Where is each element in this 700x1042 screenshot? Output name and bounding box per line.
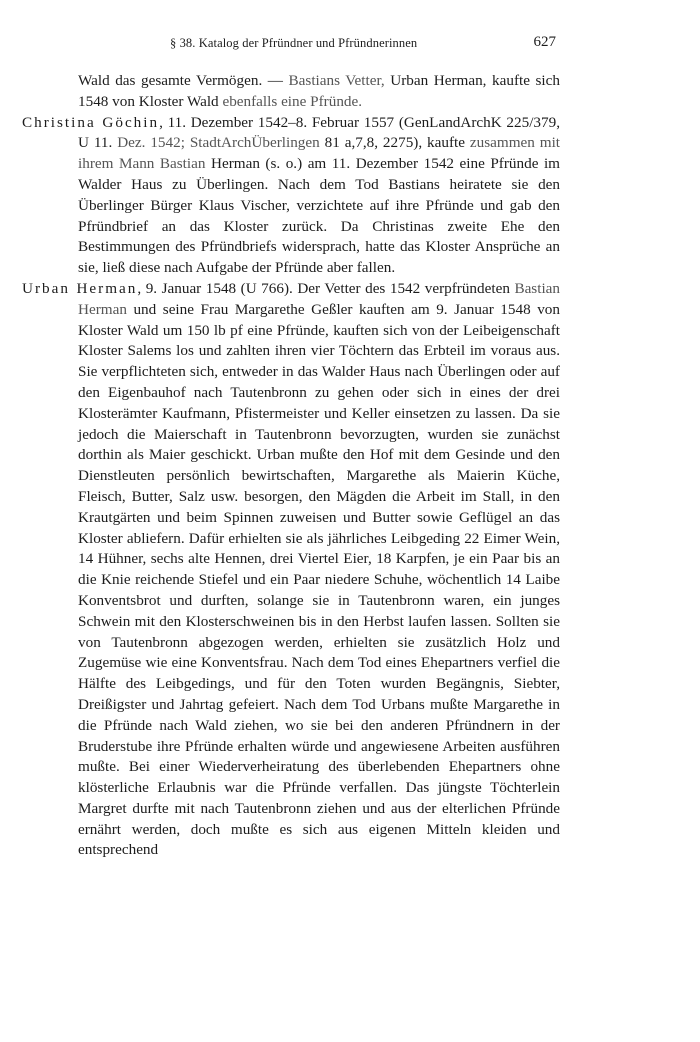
- entry-urban-herman: [22, 279, 560, 861]
- entry-text-highlight: zusammen mit ihrem Mann Bastian: [78, 134, 561, 173]
- page-number: 627: [533, 34, 556, 50]
- entry-text: 81 a,7,8, 2275), kaufte: [319, 134, 470, 152]
- entry-text: Herman (s. o.) am 11. Dezember 1542 eine Pfründe im Walder Haus zu Überlingen. Nach dem Tod Bastians heiratete sie den Überlinger Bürger Klaus Vischer, verzichtete auf ihre Pfründe und gab den Pfründbrief an das Kloster zurück. Da Christinas zweite Ehe den Bestimmungen des Pfründbriefs widersprach, hatte das Kloster Ansprüche an sie, ließ diese nach Aufgabe der Pfründe aber fallen.: [78, 155, 560, 277]
- entry-text-highlight: Dez. 1542; StadtArchÜberlingen: [117, 134, 320, 152]
- entry-text: , 9. Januar 1548 (U 766). Der Vetter des 1542 verpfründeten: [137, 279, 515, 297]
- catalog-text: [22, 71, 560, 861]
- entry-text: und seine Frau Margarethe Geßler kauften am 9. Januar 1548 von Kloster Wald um 150 lb pf eine Pfründe, kauften sich von der Leibeigenschaft Kloster Salems los und zahlten ihren vier Töchtern das Erbteil im voraus aus. Sie verpflichteten sich, entweder in das Walder Haus nach Überlingen oder auf den Eigenbauhof nach Tautenbronn zu gehen oder sich in eines der drei Klosterämter Kaufmann, Pfistermeister und Keller einsetzen zu lassen. Da sie jedoch die Maierschaft in Tautenbronn bevorzugten, wurden sie zunächst dorthin als Maier geschickt. Urban mußte den Hof mit dem Gesinde und den Dienstleuten persönlich bewirtschaften, Margarethe als Maierin Küche, Fleisch, Butter, Salz usw. besorgen, den Mägden die Arbeit im Stall, in den Krautgärten und beim Spinnen zuweisen und Butter sowie Geflügel an das Kloster abliefern. Dafür erhielten sie als jährliches Leibgeding 22 Eimer Wein, 14 Hühner, sechs alte Hennen, drei Viertel Eier, 18 Karpfen, je ein Paar bis an die Knie reichende Stiefel und ein Paar niedere Schuhe, wöchentlich 14 Laibe Konventsbrot und durften, solange sie in Tautenbronn waren, ein junges Schwein mit den Klosterschweinen bis in den Herbst laufen lassen. Sollten sie von Tautenbronn abgezogen werden, erhielten sie zusätzlich Holz und Zugemüse wie eine Konventsfrau. Nach dem Tod eines Ehepartners verfiel die Hälfte des Leibgedings, und für den Toten wurden Begängnis, Siebter, Dreißigster und Jahrtag gefeiert. Nach dem Tod Urbans mußte Margarethe in die Pfründe nach Wald ziehen, wo sie bei den anderen Pfründnern in der Bruderstube ihre Pfründe erhalten würde und angewiesene Arbeiten ausführen mußte. Bei einer Wiederverheiratung des überlebenden Ehepartners ohne klösterliche Erlaubnis war die Pfründe verfallen. Das jüngste Töchterlein Margret durfte mit nach Tautenbronn ziehen und aus der elterlichen Pfründe ernährt werden, doch mußte es sich aus eigenen Mitteln kleiden und entsprechend: [78, 300, 560, 859]
- entry-text-highlight: Bastians Vetter,: [288, 72, 385, 89]
- running-header: [170, 36, 556, 56]
- entry-name: Urban Herman: [22, 279, 138, 297]
- entry-text-highlight: ebenfalls eine Pfründe.: [222, 92, 363, 110]
- entry-text-highlight: Bastian Herman: [78, 279, 560, 318]
- running-title: § 38. Katalog der Pfründner und Pfründnerinnen: [170, 36, 418, 50]
- entry-christina-goechin: [22, 113, 560, 279]
- entry-continuation: [22, 71, 560, 113]
- entry-text: , 11. Dezember 1542–8. Februar 1557 (GenLandArchK 225/379, U 11.: [78, 113, 560, 152]
- entry-text: Urban Herman, kaufte sich 1548 von Kloster Wald: [78, 72, 560, 110]
- entry-text: Wald das gesamte Vermögen. —: [78, 72, 289, 89]
- entry-name: Christina Göchin: [22, 113, 160, 131]
